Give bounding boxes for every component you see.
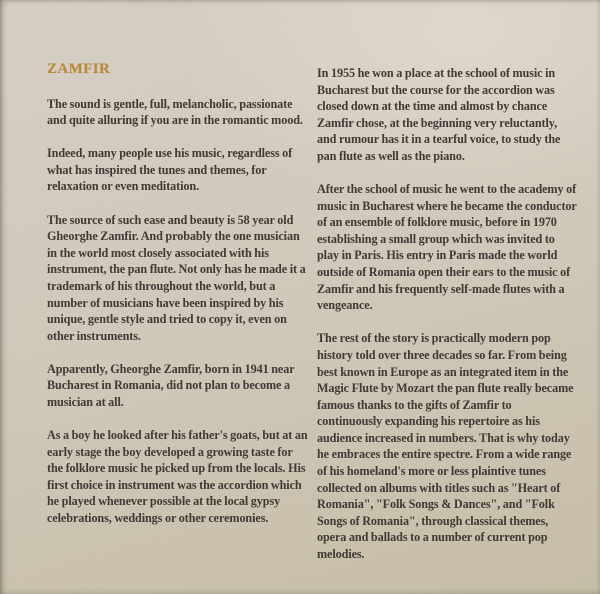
right-text-column: [317, 65, 579, 563]
paragraph: Apparently, Gheorghe Zamfir, born in 1941 near Bucharest in Romania, did not plan to become a musician at all.: [47, 361, 295, 409]
page-title: ZAMFIR: [47, 61, 111, 77]
paragraph: As a boy he looked after his father's goats, but at an early stage the boy developed a growing taste for the folklore music he picked up from the locals. His first choice in instrument was the accordion which he played whenever possible at the local gypsy celebrations, weddings or other ceremonies.: [47, 428, 308, 526]
paragraph: In 1955 he won a place at the school of music in Bucharest but the course for the accordion was closed down at the time and almost by chance Zamfir chose, at the beginning very reluctantly, and rumour has it in a tearful voice, to study the pan flute as well as the piano.: [317, 66, 561, 163]
left-text-column: [47, 61, 311, 527]
paragraph: The source of such ease and beauty is 58 year old Gheorghe Zamfir. And probably the one musician in the world most closely associated with his instrument, the pan flute. Not only has he made it a trademark of his throughout the world, but a number of musicians have been inspired by his unique, gentle style and tried to copy it, even on other instruments.: [47, 212, 306, 343]
paragraph: Indeed, many people use his music, regardless of what has inspired the tunes and themes, for relaxation or even meditation.: [47, 146, 293, 194]
paragraph: The rest of the story is practically modern pop history told over three decades so far. From being best known in Europe as an integrated item in the Magic Flute by Mozart the pan flute really became famous thanks to the gifts of Zamfir to continuously expanding his repertoire as his audience increased in numbers. That is why today he embraces the entire spectre. From a wide range of his homeland's more or less plaintive tunes collected on albums with titles such as "Heart of Romania", "Folk Songs & Dances", and "Folk Songs of Romania", through classical themes, opera and ballads to a number of current pop melodies.: [317, 331, 574, 562]
paragraph: The sound is gentle, full, melancholic, passionate and quite alluring if you are in the romantic mood.: [47, 96, 303, 128]
paragraph: After the school of music he went to the academy of music in Bucharest where he became the conductor of an ensemble of folklore music, before in 1970 establishing a small group which was invited to play in Paris. His entry in Paris made the world outside of Romania open their ears to the music of Zamfir and his frequently self-made flutes with a vengeance.: [317, 182, 577, 313]
